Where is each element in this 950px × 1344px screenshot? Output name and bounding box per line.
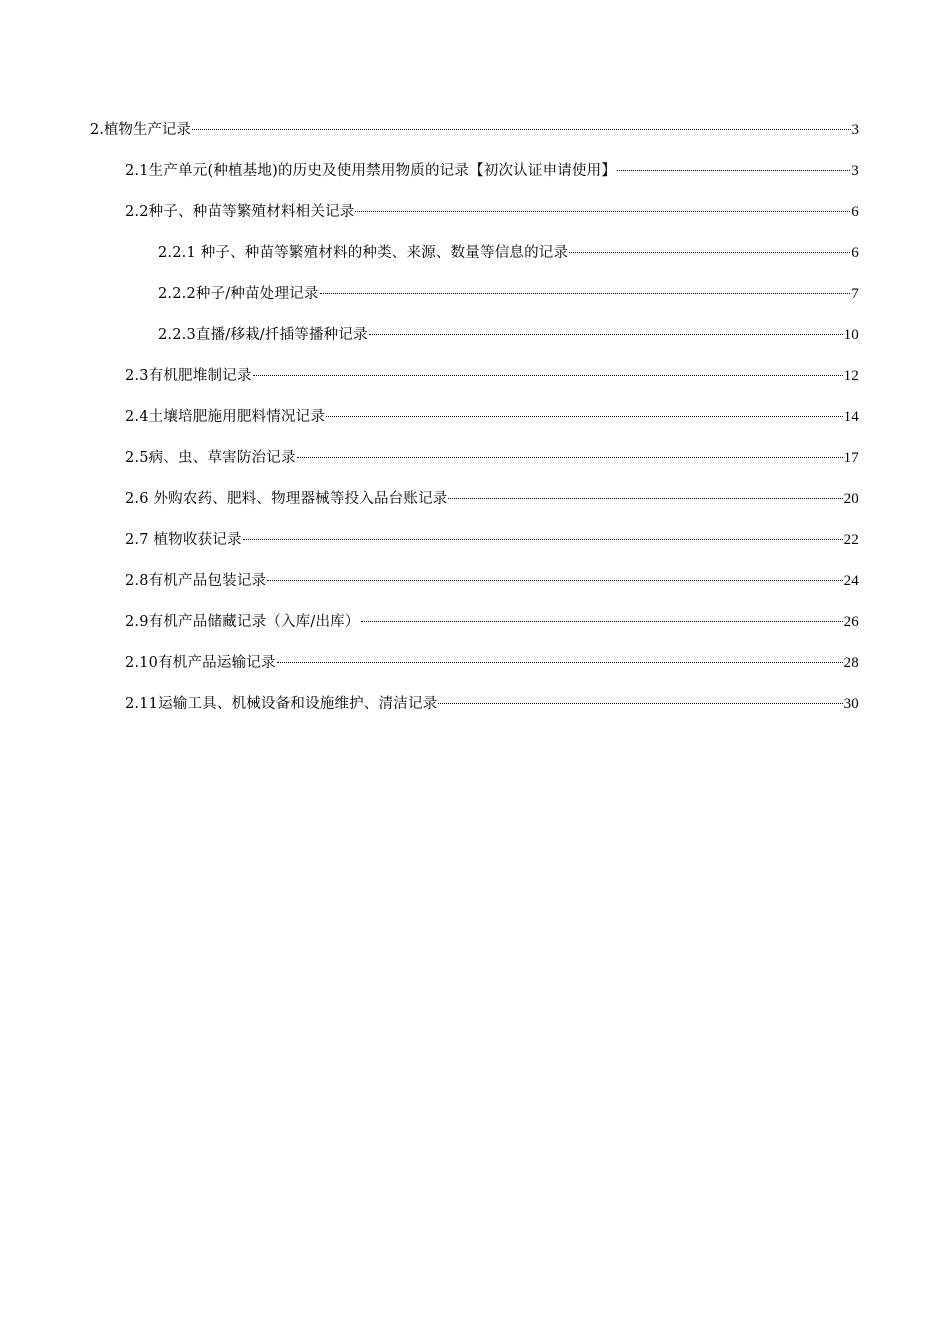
- toc-entry[interactable]: [125, 692, 859, 716]
- toc-entry-page-number: 3: [851, 122, 859, 138]
- toc-entry-title: 2.8有机产品包装记录: [125, 573, 267, 589]
- toc-entry-title: 2.4土壤培肥施用肥料情况记录: [125, 409, 326, 425]
- toc-entry-title: 2.11运输工具、机械设备和设施维护、清洁记录: [125, 696, 438, 712]
- toc-entry[interactable]: [125, 610, 859, 634]
- dot-leader: [297, 456, 843, 458]
- toc-entry-title: 2.植物生产记录: [90, 122, 191, 138]
- toc-entry-page-number: 14: [843, 409, 859, 425]
- toc-entry-title: 2.2.1 种子、种苗等繁殖材料的种类、来源、数量等信息的记录: [158, 245, 569, 261]
- toc-entry[interactable]: [125, 364, 859, 388]
- toc-entry-page-number: 22: [843, 532, 859, 548]
- dot-leader: [320, 292, 851, 294]
- toc-entry-page-number: 26: [843, 614, 859, 630]
- toc-entry-title: 2.5病、虫、草害防治记录: [125, 450, 296, 466]
- toc-entry-page-number: 24: [843, 573, 859, 589]
- dot-leader: [438, 702, 842, 704]
- dot-leader: [448, 497, 842, 499]
- toc-entry-page-number: 6: [851, 204, 859, 220]
- dot-leader: [326, 415, 843, 417]
- dot-leader: [569, 251, 850, 253]
- dot-leader: [355, 210, 850, 212]
- toc-entry-page-number: 28: [843, 655, 859, 671]
- toc-entry-title: 2.9有机产品储藏记录（入库/出库）: [125, 614, 360, 630]
- toc-entry-title: 2.1生产单元(种植基地)的历史及使用禁用物质的记录【初次认证申请使用】: [125, 163, 617, 179]
- toc-entry[interactable]: [125, 487, 859, 511]
- toc-entry[interactable]: [125, 405, 859, 429]
- dot-leader: [243, 538, 843, 540]
- toc-entry-page-number: 7: [851, 286, 859, 302]
- toc-entry-page-number: 30: [843, 696, 859, 712]
- dot-leader: [277, 661, 843, 663]
- toc-entry[interactable]: [125, 446, 859, 470]
- dot-leader: [253, 374, 843, 376]
- toc-entry-title: 2.7 植物收获记录: [125, 532, 242, 548]
- toc-entry-title: 2.10有机产品运输记录: [125, 655, 276, 671]
- toc-entry-page-number: 12: [843, 368, 859, 384]
- toc-entry[interactable]: [125, 569, 859, 593]
- dot-leader: [617, 169, 850, 171]
- toc-entry-page-number: 10: [843, 327, 859, 343]
- toc-entry[interactable]: [125, 528, 859, 552]
- toc-entry-title: 2.6 外购农药、肥料、物理器械等投入品台账记录: [125, 491, 448, 507]
- toc-entry-page-number: 6: [851, 245, 859, 261]
- toc-entry[interactable]: [125, 651, 859, 675]
- dot-leader: [192, 128, 851, 130]
- toc-entry-title: 2.2.3直播/移栽/扦插等播种记录: [158, 327, 368, 343]
- toc-entry[interactable]: [125, 159, 859, 183]
- toc-entry-page-number: 17: [843, 450, 859, 466]
- dot-leader: [361, 620, 843, 622]
- toc-entry-page-number: 20: [843, 491, 859, 507]
- toc-entry-title: 2.3有机肥堆制记录: [125, 368, 252, 384]
- toc-entry[interactable]: [90, 118, 859, 142]
- toc-entry-title: 2.2.2种子/种苗处理记录: [158, 286, 319, 302]
- toc-entry[interactable]: [158, 323, 859, 347]
- toc-entry-page-number: 3: [851, 163, 859, 179]
- dot-leader: [267, 579, 842, 581]
- toc-entry[interactable]: [125, 200, 859, 224]
- dot-leader: [369, 333, 843, 335]
- toc-entry[interactable]: [158, 282, 859, 306]
- toc-entry[interactable]: [158, 241, 859, 265]
- toc-entry-title: 2.2种子、种苗等繁殖材料相关记录: [125, 204, 355, 220]
